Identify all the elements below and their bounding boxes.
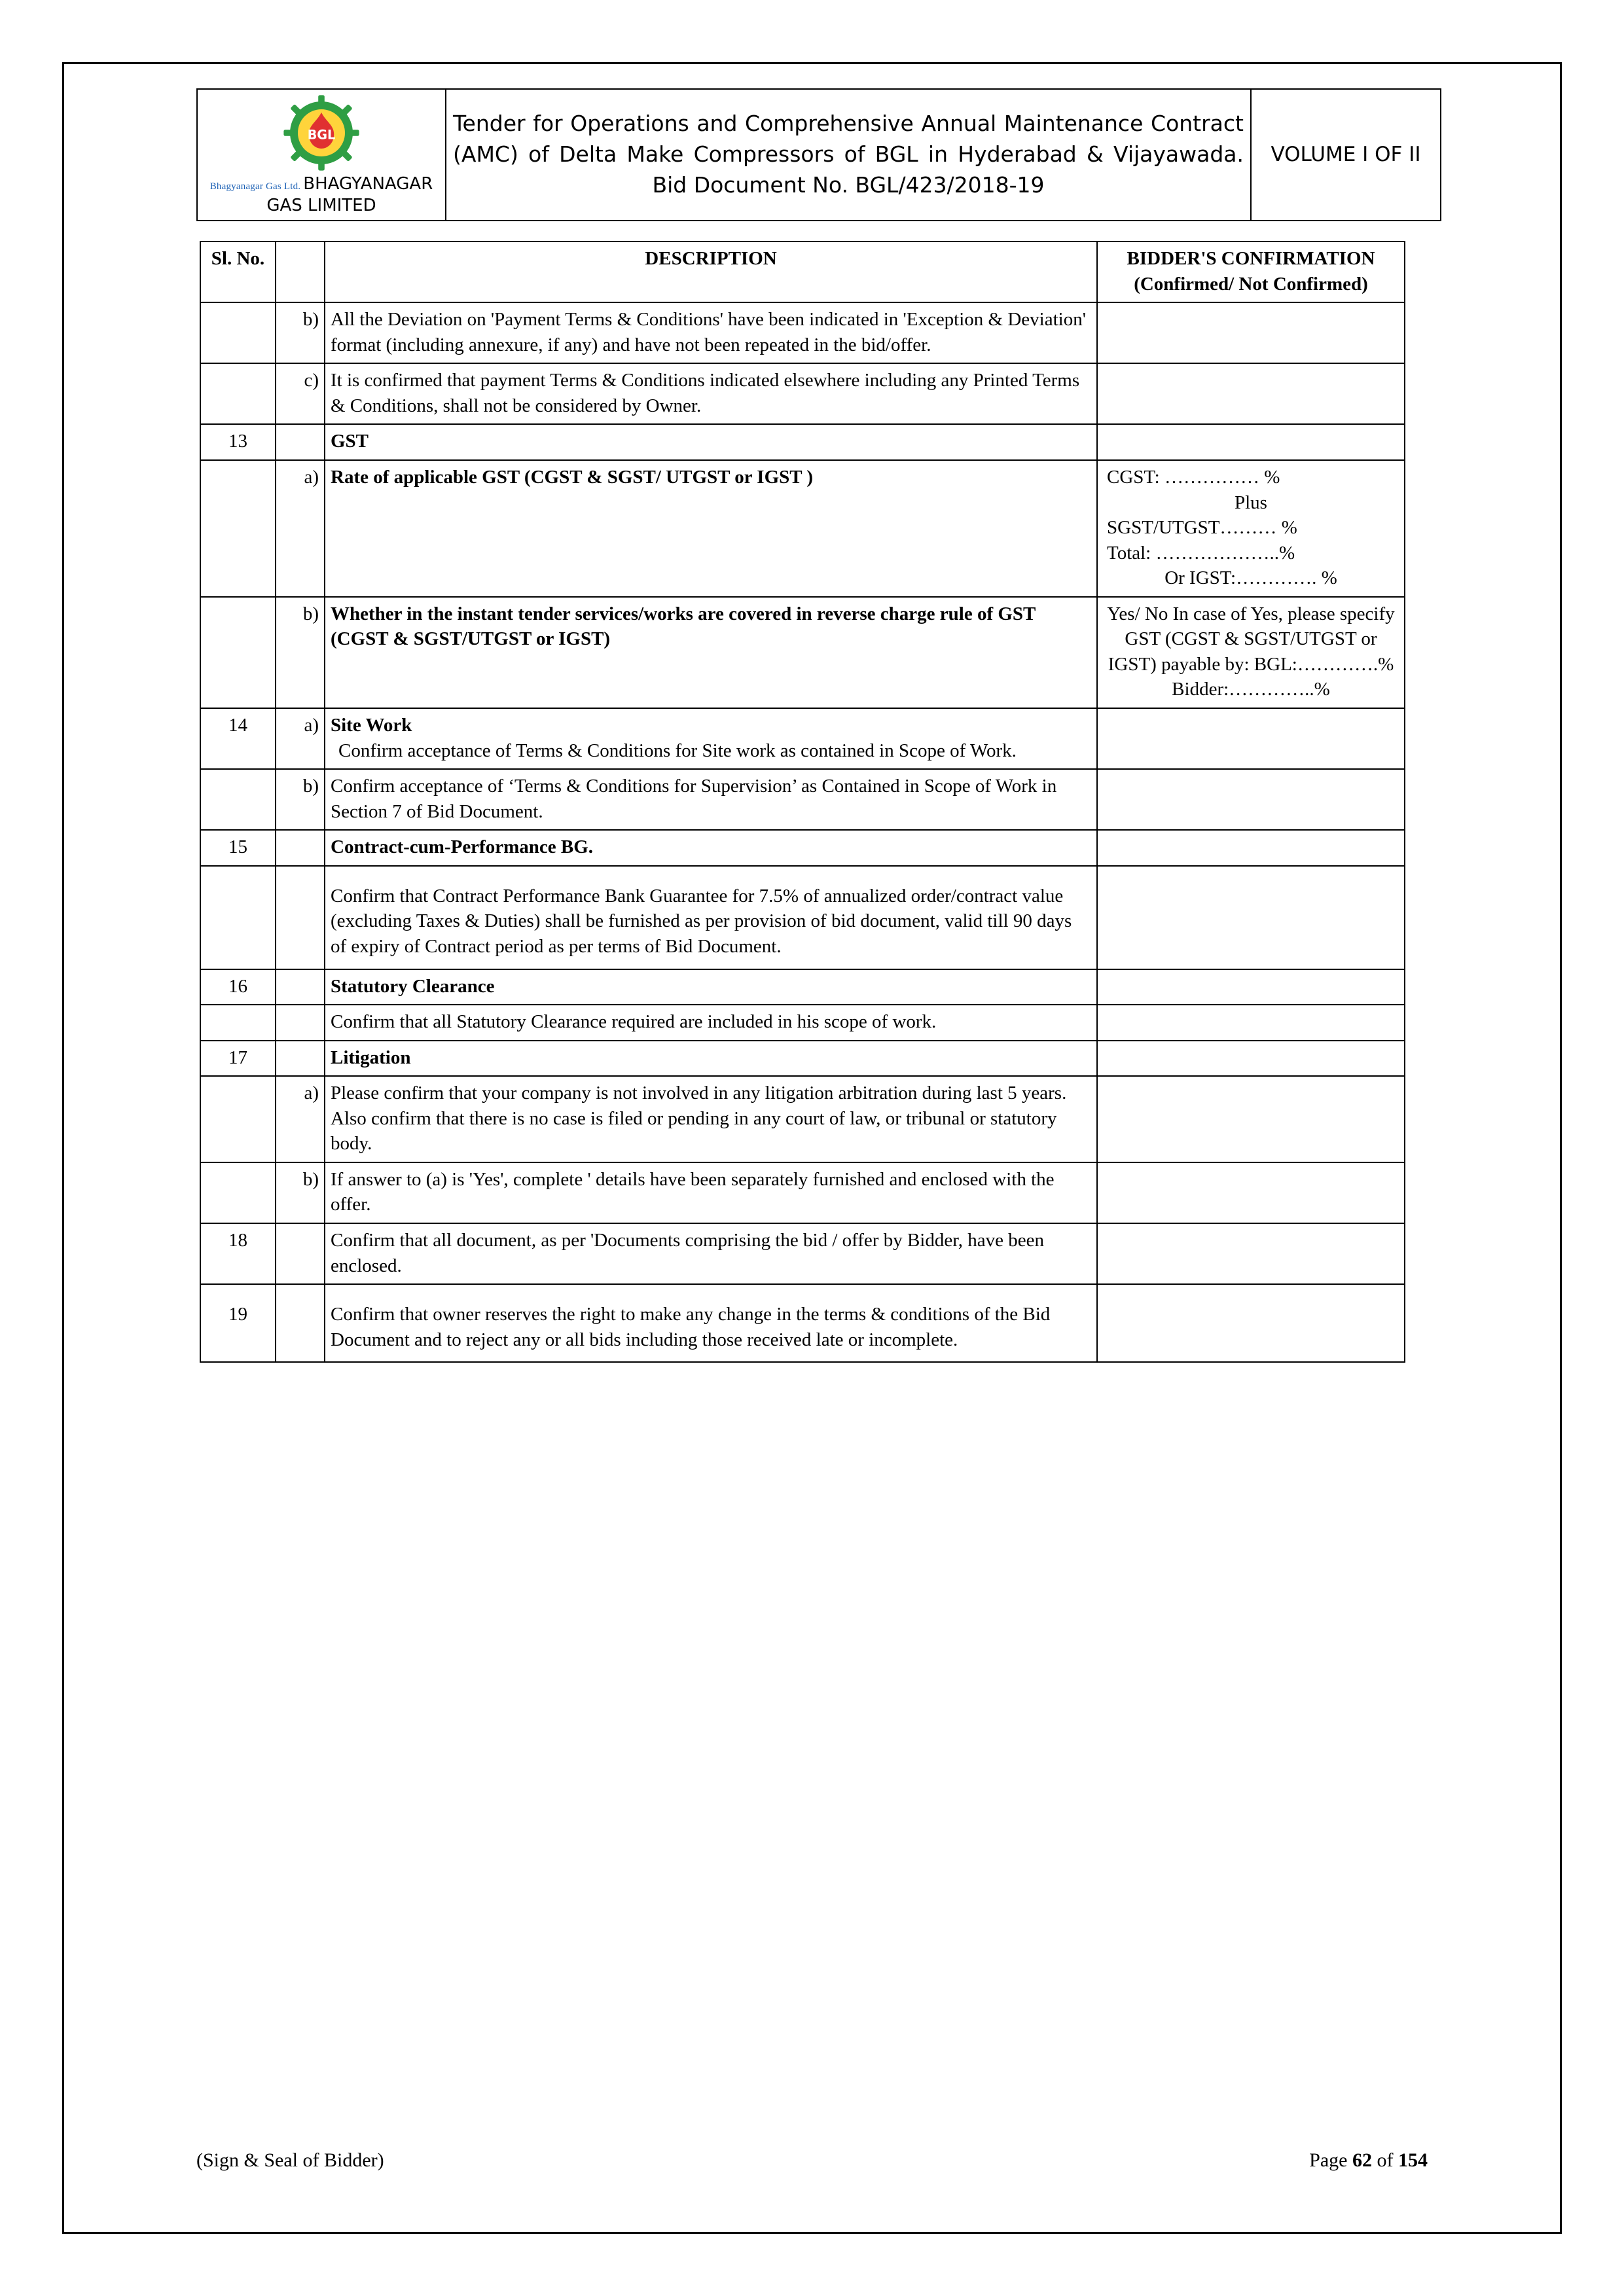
- row-letter: b): [276, 597, 325, 708]
- row-letter: c): [276, 363, 325, 424]
- row-letter: [276, 866, 325, 969]
- row-confirmation-gst-rates[interactable]: [1097, 460, 1405, 597]
- header-title-cell: [446, 89, 1251, 221]
- bgl-logo-icon: [282, 94, 361, 172]
- row-letter: a): [276, 708, 325, 769]
- table-row: [200, 1076, 1405, 1162]
- row-confirmation[interactable]: [1097, 424, 1405, 460]
- svg-text:BGL: BGL: [307, 127, 336, 143]
- row-description: Rate of applicable GST (CGST & SGST/ UTGST or IGST ): [325, 460, 1097, 597]
- table-row: [200, 1284, 1405, 1362]
- logo: [204, 94, 439, 216]
- row-letter: [276, 830, 325, 866]
- row-letter: [276, 1005, 325, 1041]
- row-sl: [200, 597, 276, 708]
- table-row: [200, 460, 1405, 597]
- row-confirmation[interactable]: [1097, 1223, 1405, 1284]
- row-confirmation[interactable]: [1097, 1284, 1405, 1362]
- row-sl: [200, 302, 276, 363]
- row-confirmation[interactable]: [1097, 302, 1405, 363]
- row-description-cell: [325, 708, 1097, 769]
- bidder-confirmation-table: [200, 241, 1405, 1363]
- row-sl: [200, 460, 276, 597]
- row-description: Contract-cum-Performance BG.: [325, 830, 1097, 866]
- row-description: Confirm acceptance of Terms & Conditions for Site work as contained in Scope of Work.: [338, 740, 1017, 761]
- table-row: [200, 866, 1405, 969]
- table-row: [200, 597, 1405, 708]
- table-row: [200, 1223, 1405, 1284]
- row-sl: [200, 363, 276, 424]
- gst-sgst-line: SGST/UTGST……… %: [1107, 517, 1297, 539]
- row-confirmation[interactable]: [1097, 1162, 1405, 1223]
- row-description: Confirm acceptance of ‘Terms & Conditions for Supervision’ as Contained in Scope of Work in Section 7 of Bid Document.: [325, 769, 1097, 830]
- row-confirmation-reverse-charge[interactable]: Yes/ No In case of Yes, please specify GST (CGST & SGST/UTGST or IGST) payable by: BGL:………….% Bidder:…………..%: [1097, 597, 1405, 708]
- row-description: Whether in the instant tender services/works are covered in reverse charge rule of GST (CGST & SGST/UTGST or IGST): [325, 597, 1097, 708]
- row-sl: 17: [200, 1041, 276, 1077]
- row-sl: [200, 1005, 276, 1041]
- header-logo-cell: [197, 89, 446, 221]
- col-header-sl-no: Sl. No.: [200, 242, 276, 302]
- row-description: Statutory Clearance: [325, 969, 1097, 1005]
- row-sl: 16: [200, 969, 276, 1005]
- row-sl: [200, 769, 276, 830]
- row-confirmation[interactable]: [1097, 1076, 1405, 1162]
- row-letter: b): [276, 302, 325, 363]
- table-row: [200, 830, 1405, 866]
- table-row: [200, 363, 1405, 424]
- row-sl: 18: [200, 1223, 276, 1284]
- row-letter: b): [276, 1162, 325, 1223]
- row-description: Litigation: [325, 1041, 1097, 1077]
- gst-plus-line: Plus: [1235, 492, 1267, 513]
- row-description: Confirm that owner reserves the right to make any change in the terms & conditions of the Bid Document and to reject any or all bids including those received late or incomplete.: [325, 1284, 1097, 1362]
- row-confirmation[interactable]: [1097, 708, 1405, 769]
- table-row: [200, 769, 1405, 830]
- row-confirmation[interactable]: [1097, 769, 1405, 830]
- header-volume-cell: VOLUME I OF II: [1251, 89, 1441, 221]
- row-letter: [276, 1041, 325, 1077]
- gst-total-line: Total: ………………..%: [1107, 542, 1295, 564]
- row-sl: [200, 1076, 276, 1162]
- row-sl: 14: [200, 708, 276, 769]
- row-letter: a): [276, 1076, 325, 1162]
- col-header-confirmation: BIDDER'S CONFIRMATION (Confirmed/ Not Confirmed): [1097, 242, 1405, 302]
- of-label: of: [1377, 2149, 1394, 2171]
- row-letter: [276, 1223, 325, 1284]
- tender-title: Tender for Operations and Comprehensive Annual Maintenance Contract (AMC) of Delta Make Compressors of BGL in Hyderabad & Vijayawada.: [453, 111, 1244, 168]
- table-row: [200, 424, 1405, 460]
- bid-document-no: Bid Document No. BGL/423/2018-19: [652, 171, 1045, 198]
- row-description: It is confirmed that payment Terms & Conditions indicated elsewhere including any Printed Terms & Conditions, shall not be considered by Owner.: [325, 363, 1097, 424]
- row-letter: [276, 1284, 325, 1362]
- row-sl: 13: [200, 424, 276, 460]
- row-sl: [200, 1162, 276, 1223]
- row-letter: [276, 424, 325, 460]
- row-confirmation[interactable]: [1097, 363, 1405, 424]
- page-content: [196, 88, 1440, 1363]
- row-sl: 19: [200, 1284, 276, 1362]
- page-footer: [196, 2149, 1428, 2172]
- row-letter: [276, 969, 325, 1005]
- table-row: [200, 969, 1405, 1005]
- table-row: [200, 1005, 1405, 1041]
- page-number: 62: [1352, 2149, 1372, 2171]
- row-confirmation[interactable]: [1097, 1005, 1405, 1041]
- table-row: [200, 1041, 1405, 1077]
- row-description: Please confirm that your company is not involved in any litigation arbitration during last 5 years. Also confirm that there is no case is filed or pending in any court of law, or tribunal or statutory body.: [325, 1076, 1097, 1162]
- row-letter: b): [276, 769, 325, 830]
- row-sl: [200, 866, 276, 969]
- row-confirmation[interactable]: [1097, 830, 1405, 866]
- company-name: BHAGYANAGAR GAS LIMITED: [266, 174, 433, 215]
- document-header: [196, 88, 1441, 221]
- page-label: Page: [1309, 2149, 1348, 2171]
- row-description: Confirm that all document, as per 'Documents comprising the bid / offer by Bidder, have been enclosed.: [325, 1223, 1097, 1284]
- total-pages: 154: [1398, 2149, 1428, 2171]
- row-description: GST: [325, 424, 1097, 460]
- row-confirmation[interactable]: [1097, 866, 1405, 969]
- col-header-item-letter: [276, 242, 325, 302]
- row-subtitle: Site Work: [331, 715, 412, 736]
- logo-caption: Bhagyanagar Gas Ltd.: [209, 181, 301, 192]
- sign-seal-label: (Sign & Seal of Bidder): [196, 2149, 384, 2171]
- gst-cgst-line: CGST: …………… %: [1107, 466, 1280, 488]
- row-sl: 15: [200, 830, 276, 866]
- row-description: All the Deviation on 'Payment Terms & Conditions' have been indicated in 'Exception & Deviation' format (including annexure, if any) and have not been repeated in the bid/offer.: [325, 302, 1097, 363]
- table-header-row: [200, 242, 1405, 302]
- table-row: [200, 1162, 1405, 1223]
- row-description: Confirm that Contract Performance Bank Guarantee for 7.5% of annualized order/contract value (excluding Taxes & Duties) shall be furnished as per provision of bid document, valid till 90 days of expiry of Contract period as per terms of Bid Document.: [325, 866, 1097, 969]
- row-letter: a): [276, 460, 325, 597]
- row-confirmation[interactable]: [1097, 969, 1405, 1005]
- row-confirmation[interactable]: [1097, 1041, 1405, 1077]
- page-number-block: [1309, 2149, 1428, 2172]
- table-row: [200, 708, 1405, 769]
- row-description: If answer to (a) is 'Yes', complete ' details have been separately furnished and enclosed with the offer.: [325, 1162, 1097, 1223]
- table-row: [200, 302, 1405, 363]
- gst-igst-line: Or IGST:…………. %: [1164, 567, 1337, 589]
- col-header-description: DESCRIPTION: [325, 242, 1097, 302]
- row-description: Confirm that all Statutory Clearance required are included in his scope of work.: [325, 1005, 1097, 1041]
